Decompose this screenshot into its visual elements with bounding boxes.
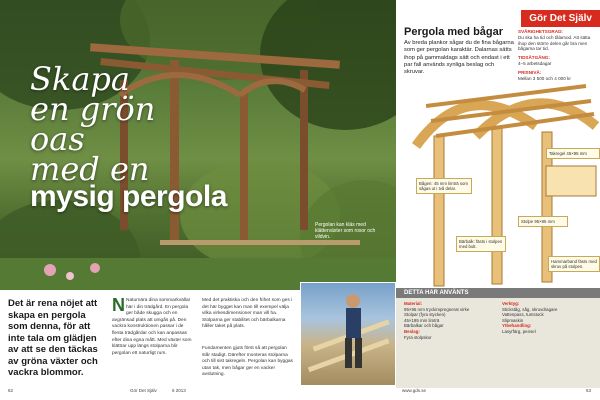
callout-rafter: Takregel 45×95 mm bbox=[546, 148, 600, 159]
article-lead: Av breda plankor sågar du de fina bågarna som ger pergolan karaktär. Dalarnas sätts ihop på gammaldags sätt och endast i ett par fall används synliga beslag och skruvar. bbox=[404, 40, 514, 76]
fact-heading: SVÅRIGHETSGRAD: bbox=[518, 29, 563, 34]
callout-arch: Bågen: 45 mm limträ som sågas ut i två delar. bbox=[416, 178, 472, 194]
body-text: Naturnära dina sommarkvällar här i din trädgård. En pergola ger både skugga och en avgränsad plats att umgås på. Den vackra konstruktionen passar i de flesta trädgårdar och kan anpassas efter dina egna mått. Med växter som klättrar upp längs stolparna blir pergolan ett naturligt rum. bbox=[112, 298, 192, 356]
materials-heading: DETTA HAR ANVÄNTS bbox=[396, 288, 600, 298]
photo-caption: Pergolan kan kläs med klätterväxter som rosor och vildvin. bbox=[315, 222, 376, 240]
mat-item: Slipmaskin bbox=[502, 317, 524, 323]
materials-column-2 bbox=[502, 301, 594, 335]
pergola-drawing bbox=[396, 66, 600, 288]
mat-heading: Beslag: bbox=[404, 328, 420, 334]
mat-item: Stickståg, såg, skruvdragare bbox=[502, 306, 558, 312]
drop-cap: N bbox=[112, 295, 125, 315]
mat-item: Stolpar (fyra stycken) bbox=[404, 312, 446, 318]
materials-box bbox=[396, 288, 600, 388]
fact-heading: TIDSÅTGÅNG: bbox=[518, 55, 550, 61]
callout-beam: Bärbalk: fästs i stolpen med bult. bbox=[456, 236, 506, 252]
hero-title-line: oas bbox=[30, 120, 85, 158]
hero-title bbox=[30, 60, 156, 188]
callout-post: Stolpe 95×95 mm bbox=[518, 216, 568, 227]
materials-column-1 bbox=[404, 301, 496, 340]
fact-text: Du ska ha tid och tålamod. Att sätta ihop den större delen går bra men bågarna tar tid. bbox=[518, 34, 591, 52]
pergola-diagram bbox=[396, 66, 600, 288]
intro-text: Det är rena nöjet att skapa en pergola som denna, för att inte tala om glädjen av att se den täckas av gröna växter och vackra blommor. bbox=[8, 298, 98, 378]
fact-heading: PRISNIVÅ: bbox=[518, 69, 542, 75]
hero-title-line: en grön bbox=[30, 90, 156, 128]
fact-text: Mellan 3 500 och 4 000 kr bbox=[518, 75, 571, 81]
mat-item: Fyra stolpskor bbox=[404, 334, 432, 340]
page-number-right: 63 bbox=[586, 388, 592, 393]
article-title: Pergola med bågar bbox=[404, 26, 504, 38]
magazine-name: Gör Det Själv bbox=[130, 388, 157, 393]
person-building-illustration bbox=[301, 283, 395, 385]
mat-item: Bärbalkar och bågar bbox=[404, 323, 444, 329]
fact-text: 4–5 arbetsdagar bbox=[518, 60, 552, 66]
section-tag: Gör Det Själv bbox=[521, 10, 600, 27]
body-column-2 bbox=[202, 298, 294, 331]
inset-photo bbox=[300, 282, 396, 386]
body-column-3 bbox=[202, 346, 294, 379]
body-text: Fundamenten gjuts först så att pergolan står stadigt. Därefter monteras stolparna och till sist takregeln. Pergolan kan byggas utan tak, men bågar ger en vacker avslutning. bbox=[202, 346, 293, 378]
hero-photo bbox=[0, 0, 396, 290]
hero-title-line: med en bbox=[30, 150, 150, 188]
callout-band: Hammarband fästs med skruv på stolpen. bbox=[548, 256, 600, 272]
body-text: Med det praktiska och den frihet som ges i det här bygget kan man till exempel välja vilka virkesdimensioner man vill ha. Stolparna ger stabilitet och bärbalkarna håller taket på plats. bbox=[202, 298, 293, 330]
mat-item: 45×195 mm limträ bbox=[404, 317, 440, 323]
hero-title-bold: mysig pergola bbox=[30, 180, 227, 213]
mat-item: Lasyrfärg, pensel bbox=[502, 328, 536, 334]
mat-item: 95×95 mm tryckimpregnerat virke bbox=[404, 306, 470, 312]
mat-heading: Ytbehandling: bbox=[502, 323, 532, 329]
right-page bbox=[396, 0, 600, 400]
page-number-left: 62 bbox=[8, 388, 14, 393]
mat-item: Vattenpass, tumstock bbox=[502, 312, 544, 318]
hero-title-line: Skapa bbox=[30, 60, 130, 98]
issue-number: 6 2013 bbox=[172, 388, 186, 393]
mat-heading: Material: bbox=[404, 301, 423, 306]
body-column-1 bbox=[112, 295, 196, 357]
mat-heading: Verktyg: bbox=[502, 301, 520, 306]
website: www.gds.se bbox=[402, 388, 427, 393]
